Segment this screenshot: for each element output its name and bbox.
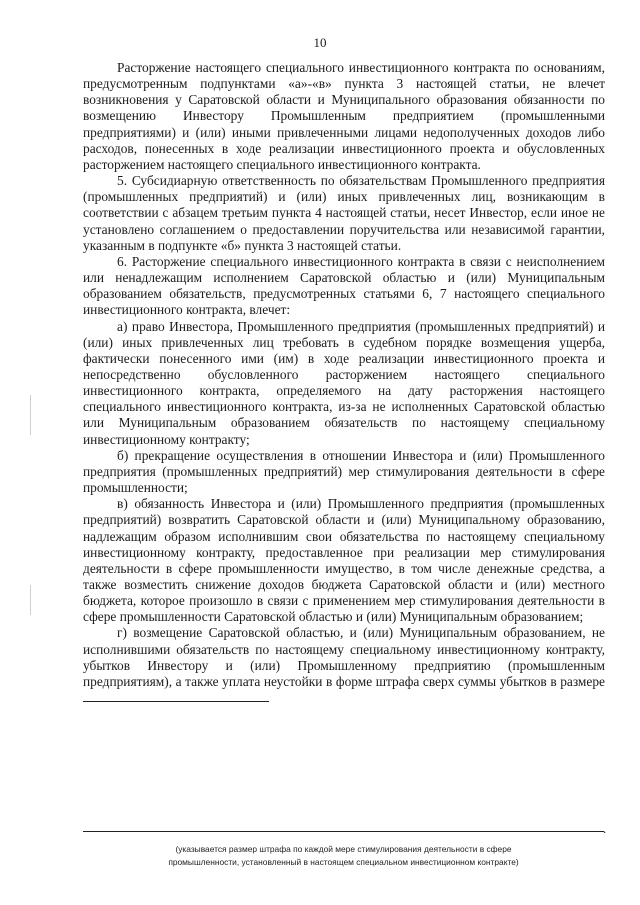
subparagraph-g-text: г) возмещение Саратовской областью, и (или) Муниципальным образованием, не исполнившими обязательств по настоящему специальному инвестиционному контракту, убытков Инвестору и (или) Промышленному предприятию (промышленным предприятиям), а также уплата неустойки в форме штрафа сверх суммы убытков в размере <box>83 625 605 689</box>
penalty-amount-blank <box>83 690 269 702</box>
paragraph-6-termination-consequences: 6. Расторжение специального инвестиционного контракта в связи с неисполнением или ненадлежащим исполнением Саратовской областью и (или) Муниципальным образованием обязательств, предусмотренных статьями 6, 7 настоящего специального инвестиционного контракта, влечет: <box>83 253 605 318</box>
subparagraph-b: б) прекращение осуществления в отношении Инвестора и (или) Промышленного предприятия (промышленных предприятий) мер стимулирования деятельности в сфере промышленности; <box>83 447 605 496</box>
footnote-line-1: (указывается размер штрафа по каждой мере стимулирования деятельности в сфере <box>175 844 512 854</box>
subparagraph-g <box>83 625 605 706</box>
document-body <box>83 60 605 706</box>
paragraph-5-subsidiary-liability: 5. Субсидиарную ответственность по обязательствам Промышленного предприятия (промышленных предприятий) и (или) иных привлеченных лиц, возникающим в соответствии с абзацем третьим пункта 4 настоящей статьи, несет Инвестор, если иное не установлено соглашением о предоставлении поручительства или независимой гарантии, указанным в подпункте «б» пункта 3 настоящей статьи. <box>83 173 605 253</box>
scan-margin-mark <box>30 585 31 615</box>
paragraph-termination-no-obligation: Расторжение настоящего специального инвестиционного контракта по основаниям, предусмотренным подпунктами «а»-«в» пункта 3 настоящей статьи, не влечет возникновения у Саратовской области и Муниципального образования обязанности по возмещению Инвестору Промышленным предприятием (промышленными предприятиями) и (или) иными привлеченными лицами недополученных доходов либо расходов, понесенных в ходе реализации инвестиционного проекта и обусловленных расторжением настоящего специального инвестиционного контракта. <box>83 60 605 172</box>
footnote <box>83 843 604 868</box>
footnote-line-2: промышленности, установленный в настоящем специальном инвестиционном контракте) <box>168 856 519 867</box>
blank-line-end-dot: . <box>603 821 607 836</box>
page-number: 10 <box>313 35 327 50</box>
subparagraph-v: в) обязанность Инвестора и (или) Промышленного предприятия (промышленных предприятий) возвратить Саратовской области и (или) Муниципальному образованию, надлежащим образом исполнившим свои обязательства по настоящему специальному инвестиционному контракту, предоставленное при реализации мер стимулирования деятельности в сфере промышленности имущество, в том числе денежные средства, а также возместить снижение доходов бюджета Саратовской области и (или) местного бюджета, которое произошло в связи с применением мер стимулирования деятельности в сфере промышленности Саратовской областью и (или) Муниципальным образованием; <box>83 496 605 625</box>
subparagraph-a: а) право Инвестора, Промышленного предприятия (промышленных предприятий) и (или) иных привлеченных лиц требовать в судебном порядке возмещения ущерба, фактически понесенного ими (им) в ходе реализации инвестиционного проекта и непосредственно обусловленного расторжением настоящего специального инвестиционного контракта, определяемого на дату расторжения настоящего специального инвестиционного контракта, из-за не исполненных Саратовской областью или Муниципальным образованием обязательств по настоящему специальному инвестиционному контракту; <box>83 318 605 447</box>
penalty-amount-line <box>83 831 604 832</box>
scan-margin-mark <box>30 395 31 435</box>
